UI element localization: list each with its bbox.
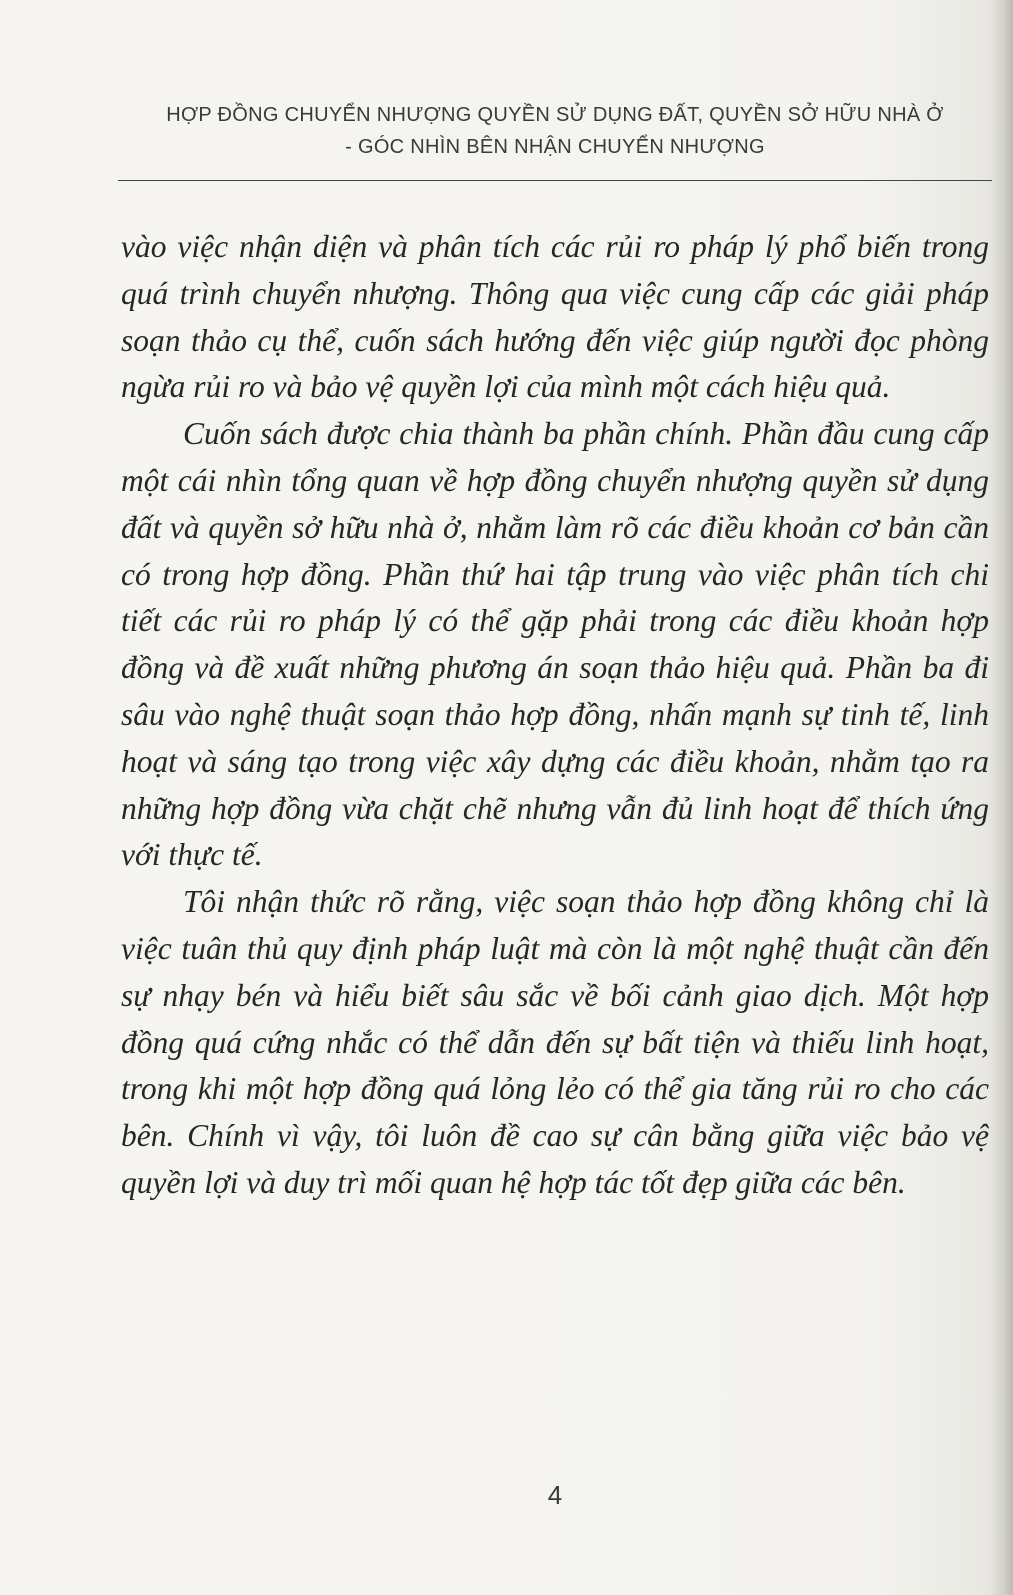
running-header-line-2: - GÓC NHÌN BÊN NHẬN CHUYỂN NHƯỢNG: [345, 136, 765, 158]
running-header: [120, 99, 990, 163]
paragraph-continuation: vào việc nhận diện và phân tích các rủi ro pháp lý phổ biến trong quá trình chuyển nhượng. Thông qua việc cung cấp các giải pháp soạn thảo cụ thể, cuốn sách hướng đến việc giúp người đọc phòng ngừa rủi ro và bảo vệ quyền lợi của mình một cách hiệu quả.: [121, 229, 989, 405]
paragraph-author-view: Tôi nhận thức rõ rằng, việc soạn thảo hợp đồng không chỉ là việc tuân thủ quy định pháp luật mà còn là một nghệ thuật cần đến sự nhạy bén và hiểu biết sâu sắc về bối cảnh giao dịch. Một hợp đồng quá cứng nhắc có thể dẫn đến sự bất tiện và thiếu linh hoạt, trong khi một hợp đồng quá lỏng lẻo có thể gia tăng rủi ro cho các bên. Chính vì vậy, tôi luôn đề cao sự cân bằng giữa việc bảo vệ quyền lợi và duy trì mối quan hệ hợp tác tốt đẹp giữa các bên.: [121, 884, 989, 1200]
page-edge-shadow: [991, 0, 1013, 1595]
page-number: 4: [547, 1480, 563, 1510]
running-header-line-1: HỢP ĐỒNG CHUYỂN NHƯỢNG QUYỀN SỬ DỤNG ĐẤT, QUYỀN SỞ HỮU NHÀ Ở: [166, 104, 944, 126]
body-text: [121, 224, 989, 1207]
header-rule: [118, 180, 992, 181]
paragraph-book-structure: Cuốn sách được chia thành ba phần chính. Phần đầu cung cấp một cái nhìn tổng quan về hợp đồng chuyển nhượng quyền sử dụng đất và quyền sở hữu nhà ở, nhằm làm rõ các điều khoản cơ bản cần có trong hợp đồng. Phần thứ hai tập trung vào việc phân tích chi tiết các rủi ro pháp lý có thể gặp phải trong các điều khoản hợp đồng và đề xuất những phương án soạn thảo hiệu quả. Phần ba đi sâu vào nghệ thuật soạn thảo hợp đồng, nhấn mạnh sự tinh tế, linh hoạt và sáng tạo trong việc xây dựng các điều khoản, nhằm tạo ra những hợp đồng vừa chặt chẽ nhưng vẫn đủ linh hoạt để thích ứng với thực tế.: [121, 416, 989, 873]
